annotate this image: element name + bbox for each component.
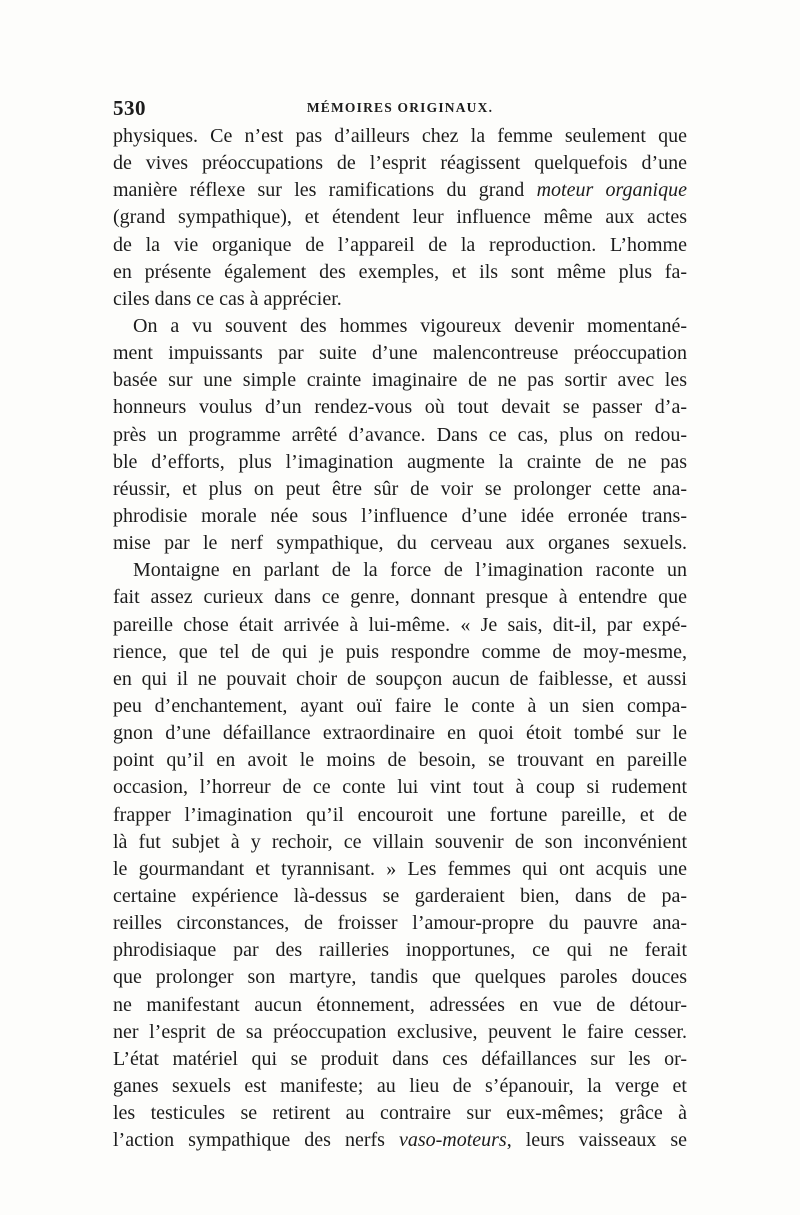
text-line: de la vie organique de l’appareil de la reproduction. L’homme — [113, 233, 687, 256]
text-line — [113, 1127, 687, 1154]
text-line: frapper l’imagination qu’il encouroit une fortune pareille, et de — [113, 803, 687, 826]
text-line: honneurs voulus d’un rendez-vous où tout devait se passer d’a- — [113, 396, 687, 419]
running-head — [113, 96, 687, 120]
text-line: gnon d’une défaillance extraordinaire en quoi étoit tombé sur le — [113, 722, 687, 745]
text-line: rience, que tel de qui je puis respondre comme de moy-mesme, — [113, 640, 687, 663]
text-line: ganes sexuels est manifeste; au lieu de s’épanouir, la verge et — [113, 1074, 687, 1097]
text-line: L’état matériel qui se produit dans ces défaillances sur les or- — [113, 1047, 687, 1070]
text-line: près un programme arrêté d’avance. Dans ce cas, plus on redou- — [113, 423, 687, 446]
italic-run: moteur organique — [536, 179, 687, 202]
text-line: réussir, et plus on peut être sûr de voir se prolonger cette ana- — [113, 477, 687, 500]
text-line: point qu’il en avoit le moins de besoin, se trouvant en pareille — [113, 749, 687, 772]
text-line: On a vu souvent des hommes vigoureux devenir momentané- — [133, 314, 687, 337]
text-line: en qui il ne pouvait choir de soupçon aucun de faiblesse, et aussi — [113, 667, 687, 690]
text-run: l’action sympathique des nerfs — [113, 1129, 399, 1152]
text-line: ner l’esprit de sa préoccupation exclusive, peuvent le faire cesser. — [113, 1020, 687, 1043]
text-line: pareille chose était arrivée à lui-même. « Je sais, dit-il, par expé- — [113, 613, 687, 636]
text-line: occasion, l’horreur de ce conte lui vint tout à coup si rudement — [113, 776, 687, 799]
text-run: , leurs vaisseaux se — [506, 1129, 687, 1152]
text-line: phrodisiaque par des railleries inopportunes, ce qui ne ferait — [113, 939, 687, 962]
text-line: peu d’enchantement, ayant ouï faire le conte à un sien compa- — [113, 694, 687, 717]
text-line: que prolonger son martyre, tandis que quelques paroles douces — [113, 966, 687, 989]
body-text — [113, 123, 687, 1154]
running-title: MÉMOIRES ORIGINAUX. — [306, 100, 494, 115]
text-line: reilles circonstances, de froisser l’amour-propre du pauvre ana- — [113, 912, 687, 935]
text-line: phrodisie morale née sous l’influence d’une idée erronée trans- — [113, 504, 687, 527]
text-line: ble d’efforts, plus l’imagination augmente la crainte de ne pas — [113, 450, 687, 473]
text-line: fait assez curieux dans ce genre, donnant presque à entendre que — [113, 586, 687, 609]
text-line: ciles dans ce cas à apprécier. — [113, 287, 342, 310]
text-line: ne manifestant aucun étonnement, adressées en vue de détour- — [113, 993, 687, 1016]
text-line: en présente également des exemples, et ils sont même plus fa- — [113, 260, 687, 283]
text-line: mise par le nerf sympathique, du cerveau aux organes sexuels. — [113, 532, 687, 555]
text-line: Montaigne en parlant de la force de l’imagination raconte un — [133, 559, 687, 582]
text-line: les testicules se retirent au contraire sur eux-mêmes; grâce à — [113, 1102, 687, 1125]
text-line: (grand sympathique), et étendent leur influence même aux actes — [113, 206, 687, 229]
text-line: ment impuissants par suite d’une malencontreuse préoccupation — [113, 342, 687, 365]
text-line: certaine expérience là-dessus se garderaient bien, dans de pa- — [113, 884, 687, 907]
text-line: le gourmandant et tyrannisant. » Les femmes qui ont acquis une — [113, 857, 687, 880]
text-line — [113, 177, 687, 204]
text-line: basée sur une simple crainte imaginaire de ne pas sortir avec les — [113, 369, 687, 392]
text-line: physiques. Ce n’est pas d’ailleurs chez la femme seulement que — [113, 125, 687, 147]
page-number: 530 — [113, 96, 146, 120]
text-run: manière réflexe sur les ramifications du grand — [113, 179, 537, 202]
text-line: de vives préoccupations de l’esprit réagissent quelquefois d’une — [113, 152, 687, 175]
text-line: là fut subjet à y rechoir, ce villain souvenir de son inconvénient — [113, 830, 687, 853]
italic-run: vaso-moteurs — [398, 1129, 507, 1152]
